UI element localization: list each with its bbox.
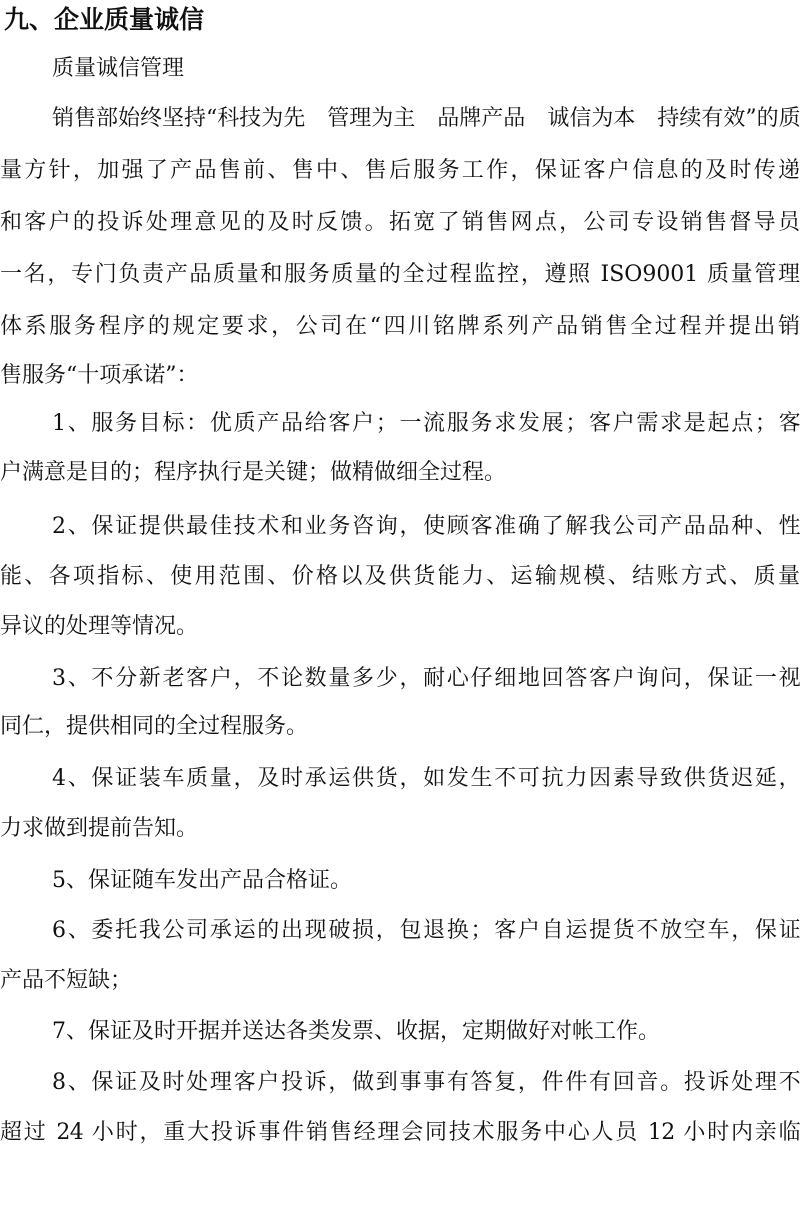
list-item-line: 1、服务目标：优质产品给客户；一流服务求发展；客户需求是起点；客 — [52, 411, 800, 436]
paragraph-line: 量方针，加强了产品售前、售中、售后服务工作，保证客户信息的及时传递 — [0, 158, 800, 183]
list-item-line: 力求做到提前告知。 — [0, 816, 199, 841]
list-item-line: 产品不短缺； — [0, 968, 133, 993]
list-item-line: 6、委托我公司承运的出现破损，包退换；客户自运提货不放空车，保证 — [52, 918, 800, 943]
paragraph-line: 销售部始终坚持“科技为先 管理为主 品牌产品 诚信为本 持续有效”的质 — [52, 106, 800, 131]
paragraph-line: 体系服务程序的规定要求，公司在“四川铭牌系列产品销售全过程并提出销 — [0, 314, 800, 339]
paragraph-line: 和客户的投诉处理意见的及时反馈。拓宽了销售网点，公司专设销售督导员 — [0, 210, 800, 235]
list-item-line: 4、保证装车质量，及时承运供货，如发生不可抗力因素导致供货迟延， — [52, 766, 800, 791]
section-title: 九、企业质量诚信 — [4, 5, 205, 34]
list-item-line: 户满意是目的；程序执行是关键；做精做细全过程。 — [0, 460, 507, 485]
list-item-line: 8、保证及时处理客户投诉，做到事事有答复，件件有回音。投诉处理不 — [52, 1070, 800, 1095]
list-item-line: 异议的处理等情况。 — [0, 614, 199, 639]
list-item-line: 2、保证提供最佳技术和业务咨询，使顾客准确了解我公司产品品种、性 — [52, 514, 800, 539]
list-item-line: 能、各项指标、使用范围、价格以及供货能力、运输规模、结账方式、质量 — [0, 564, 800, 589]
paragraph-line: 售服务“十项承诺”： — [0, 363, 199, 388]
list-item-line: 超过 24 小时，重大投诉事件销售经理会同技术服务中心人员 12 小时内亲临 — [0, 1120, 800, 1145]
paragraph-line: 一名，专门负责产品质量和服务质量的全过程监控，遵照 ISO9001 质量管理 — [0, 262, 800, 287]
list-item-line: 3、不分新老客户，不论数量多少，耐心仔细地回答客户询问，保证一视 — [52, 666, 800, 691]
list-item-line: 7、保证及时开据并送达各类发票、收据，定期做好对帐工作。 — [52, 1019, 660, 1044]
subheading: 质量诚信管理 — [52, 56, 185, 81]
list-item-line: 同仁，提供相同的全过程服务。 — [0, 714, 309, 739]
list-item-line: 5、保证随车发出产品合格证。 — [52, 868, 352, 893]
